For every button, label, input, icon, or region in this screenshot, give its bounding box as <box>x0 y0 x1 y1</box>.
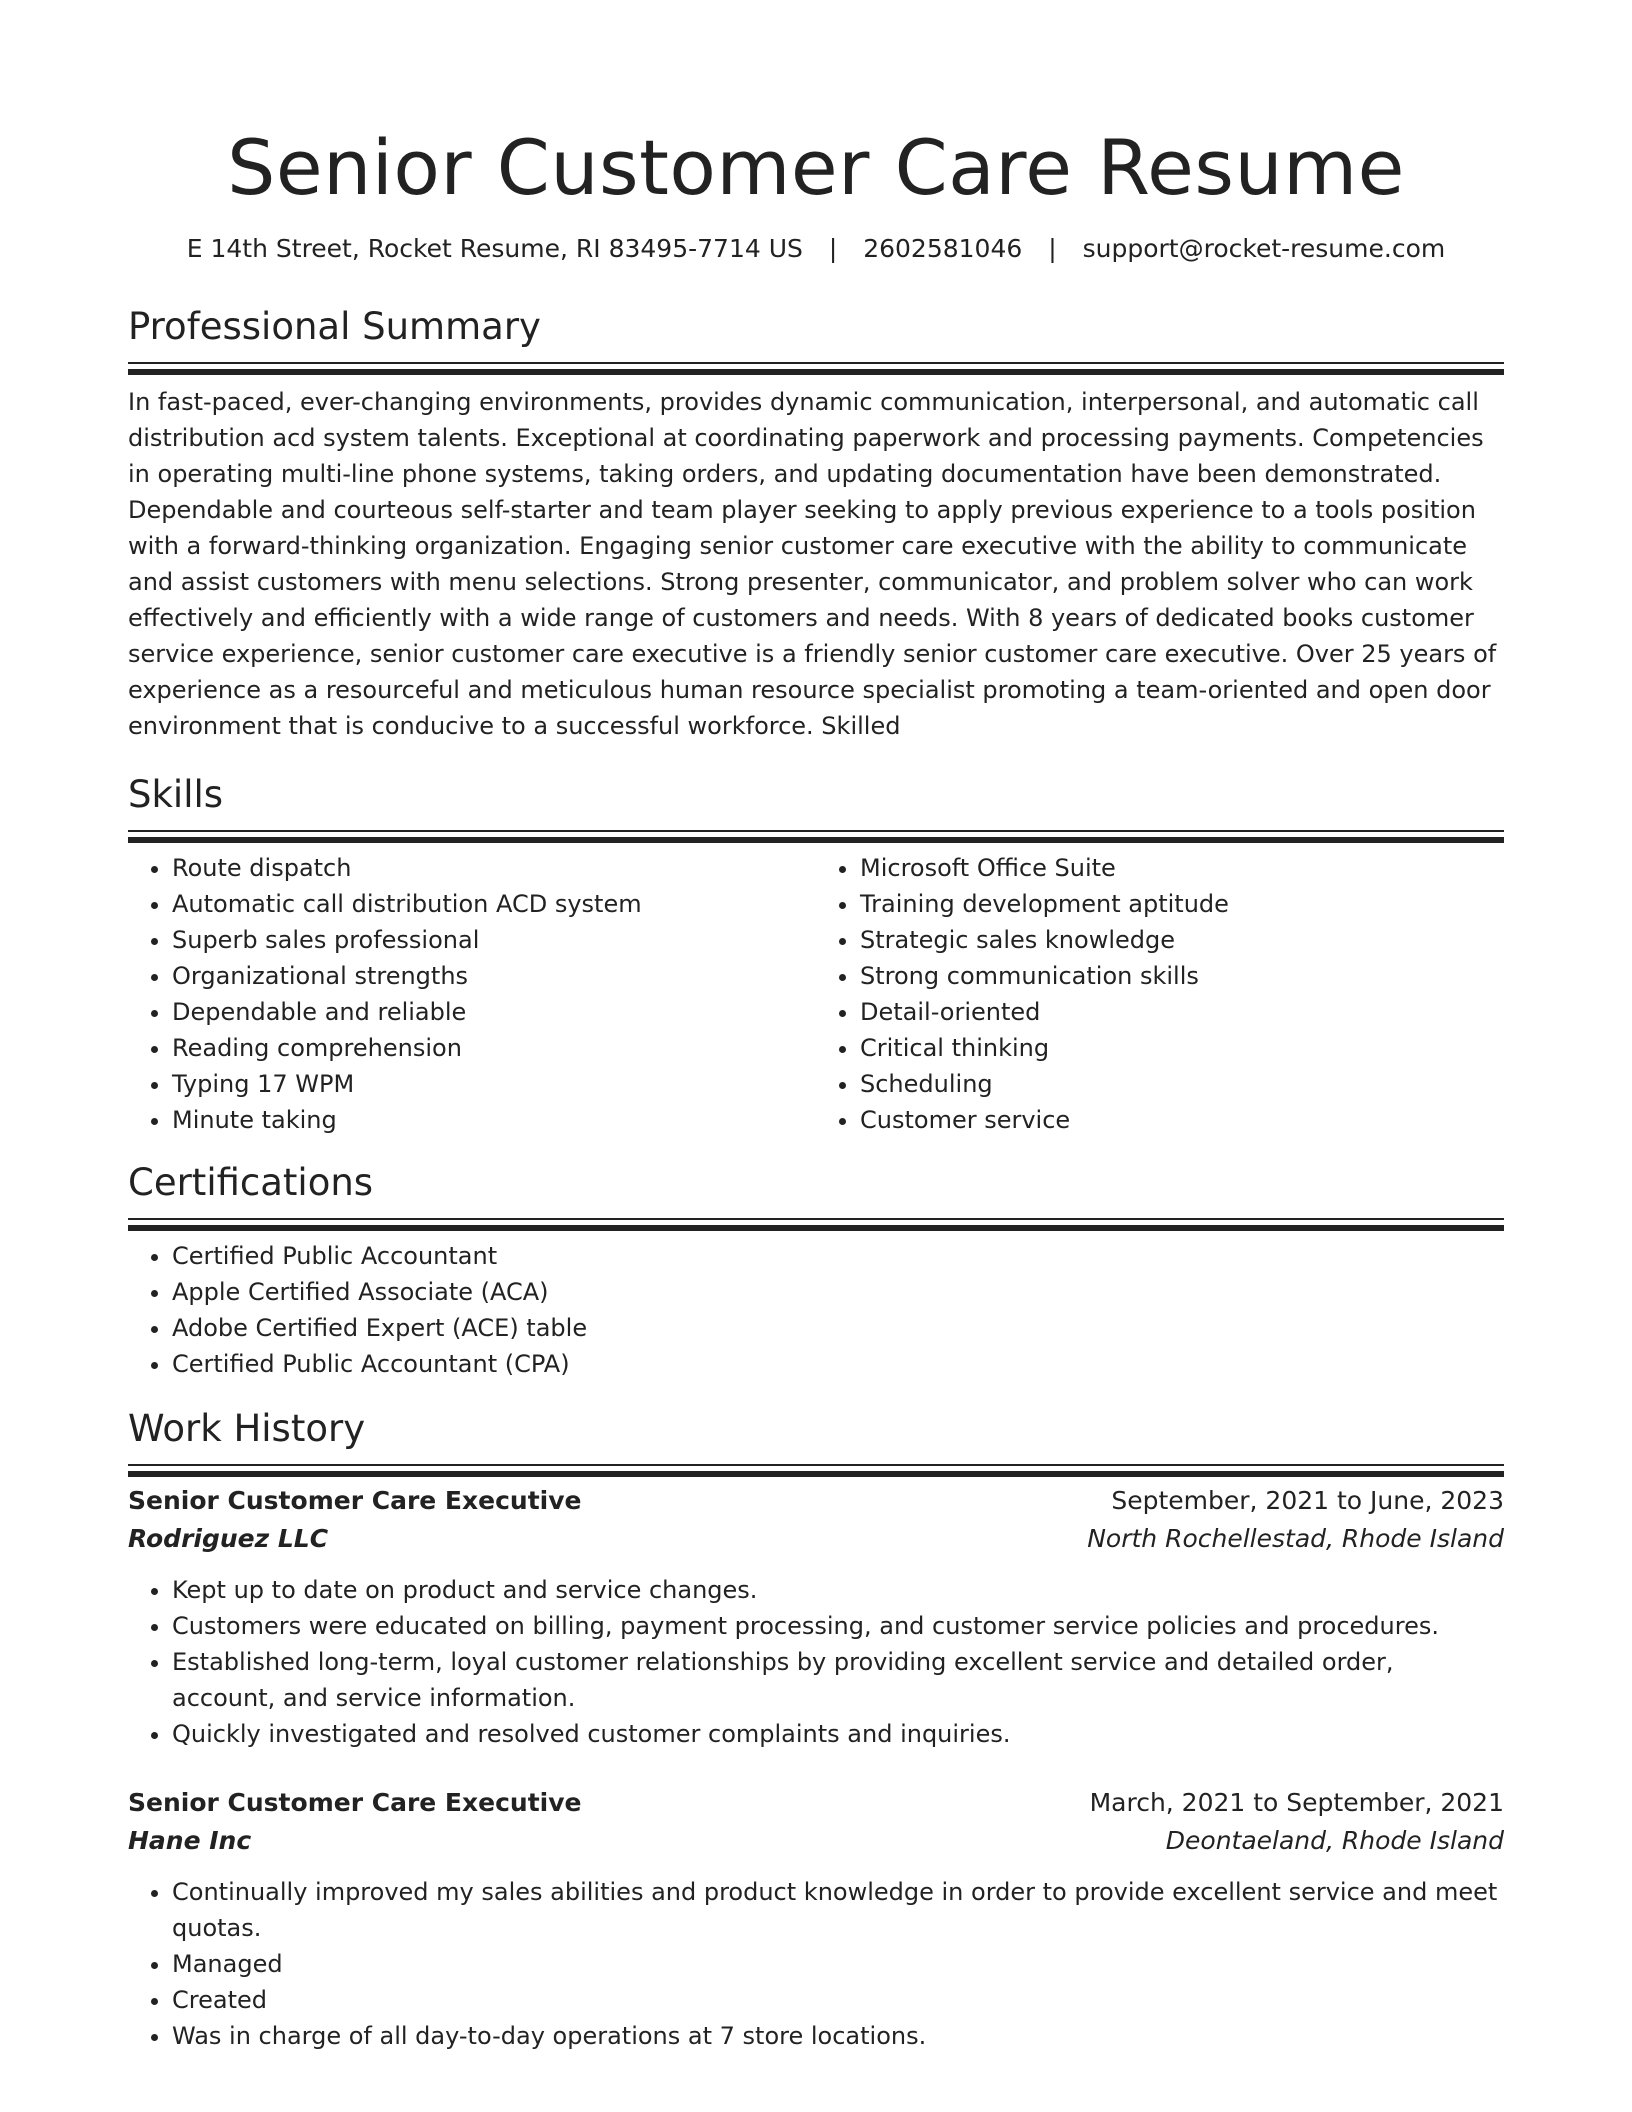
summary-section <box>128 304 1504 744</box>
job-dates: March, 2021 to September, 2021 <box>1089 1788 1504 1817</box>
skills-list-right <box>816 850 1504 1138</box>
skill-item: • Microsoft Office Suite <box>860 850 1504 886</box>
skill-item: • Route dispatch <box>172 850 816 886</box>
job-subheader <box>128 1822 1504 1860</box>
skills-section <box>128 772 1504 1138</box>
resume-title: Senior Customer Care Resume <box>227 123 1405 212</box>
job-entry <box>128 1784 1504 2054</box>
certification-item: • Certified Public Accountant (CPA) <box>172 1346 1504 1382</box>
skill-item: • Scheduling <box>860 1066 1504 1102</box>
certification-item: • Adobe Certified Expert (ACE) table <box>172 1310 1504 1346</box>
job-header <box>128 1482 1504 1520</box>
skill-item: • Detail-oriented <box>860 994 1504 1030</box>
section-divider <box>128 1218 1504 1220</box>
job-title: Senior Customer Care Executive <box>128 1788 582 1817</box>
job-duty: • Was in charge of all day-to-day operations at 7 store locations. <box>172 2018 1504 2054</box>
job-location: North Rochellestad, Rhode Island <box>1087 1524 1504 1553</box>
contact-email: support@rocket-resume.com <box>1082 234 1446 263</box>
summary-heading: Professional Summary <box>128 305 541 348</box>
job-duty: • Continually improved my sales abilities and product knowledge in order to provide excellent service and meet quotas. <box>172 1874 1504 1946</box>
skill-item: • Critical thinking <box>860 1030 1504 1066</box>
certifications-heading: Certifications <box>128 1161 374 1204</box>
skill-item: • Strong communication skills <box>860 958 1504 994</box>
job-subheader <box>128 1520 1504 1558</box>
job-title: Senior Customer Care Executive <box>128 1486 582 1515</box>
job-duties <box>128 1572 1504 1752</box>
contact-separator: | <box>1048 234 1057 263</box>
job-duty: • Customers were educated on billing, payment processing, and customer service policies and procedures. <box>172 1608 1504 1644</box>
work-history-heading: Work History <box>128 1407 366 1450</box>
job-duty: • Kept up to date on product and service changes. <box>172 1572 1504 1608</box>
job-location: Deontaeland, Rhode Island <box>1165 1826 1504 1855</box>
skill-item: • Superb sales professional <box>172 922 816 958</box>
skill-item: • Strategic sales knowledge <box>860 922 1504 958</box>
certification-item: • Apple Certified Associate (ACA) <box>172 1274 1504 1310</box>
job-duty: • Established long-term, loyal customer relationships by providing excellent service and detailed order, account, and service information. <box>172 1644 1504 1716</box>
skill-item: • Typing 17 WPM <box>172 1066 816 1102</box>
certifications-list <box>128 1238 1504 1382</box>
section-divider <box>128 362 1504 364</box>
skill-item: • Reading comprehension <box>172 1030 816 1066</box>
summary-text: In fast-paced, ever-changing environments, provides dynamic communication, interpersonal, and automatic call distribution acd system talents. Exceptional at coordinating paperwork and processing payments. Competencies in operating multi-line phone systems, taking orders, and updating documentation have been demonstrated. Dependable and courteous self-starter and team player seeking to apply previous experience to a tools position with a forward-thinking organization. Engaging senior customer care executive with the ability to communicate and assist customers with menu selections. Strong presenter, communicator, and problem solver who can work effectively and efficiently with a wide range of customers and needs. With 8 years of dedicated books customer service experience, senior customer care executive is a friendly senior customer care executive. Over 25 years of experience as a resourceful and meticulous human resource specialist promoting a team-oriented and open door environment that is conducive to a successful workforce. Skilled <box>128 388 1497 740</box>
job-duty: • Created <box>172 1982 1504 2018</box>
skills-list-left <box>128 850 816 1138</box>
skills-heading: Skills <box>128 773 224 816</box>
job-company: Hane Inc <box>128 1826 252 1855</box>
contact-phone: 2602581046 <box>863 234 1023 263</box>
skill-item: • Customer service <box>860 1102 1504 1138</box>
skill-item: • Automatic call distribution ACD system <box>172 886 816 922</box>
contact-line <box>128 232 1504 266</box>
contact-separator: | <box>828 234 838 263</box>
skills-grid <box>128 850 1504 1138</box>
certification-item: • Certified Public Accountant <box>172 1238 1504 1274</box>
work-history-section <box>128 1406 1504 2054</box>
job-entry <box>128 1482 1504 1752</box>
job-duty: • Quickly investigated and resolved customer complaints and inquiries. <box>172 1716 1504 1752</box>
certifications-section <box>128 1160 1504 1382</box>
skill-item: • Organizational strengths <box>172 958 816 994</box>
section-divider <box>128 1464 1504 1466</box>
job-company: Rodriguez LLC <box>128 1524 329 1553</box>
job-header <box>128 1784 1504 1822</box>
job-duty: • Managed <box>172 1946 1504 1982</box>
contact-address: E 14th Street, Rocket Resume, RI 83495-7714 US <box>186 234 803 263</box>
job-duties <box>128 1874 1504 2054</box>
job-dates: September, 2021 to June, 2023 <box>1111 1486 1504 1515</box>
section-divider <box>128 830 1504 832</box>
skill-item: • Dependable and reliable <box>172 994 816 1030</box>
skill-item: • Minute taking <box>172 1102 816 1138</box>
skill-item: • Training development aptitude <box>860 886 1504 922</box>
